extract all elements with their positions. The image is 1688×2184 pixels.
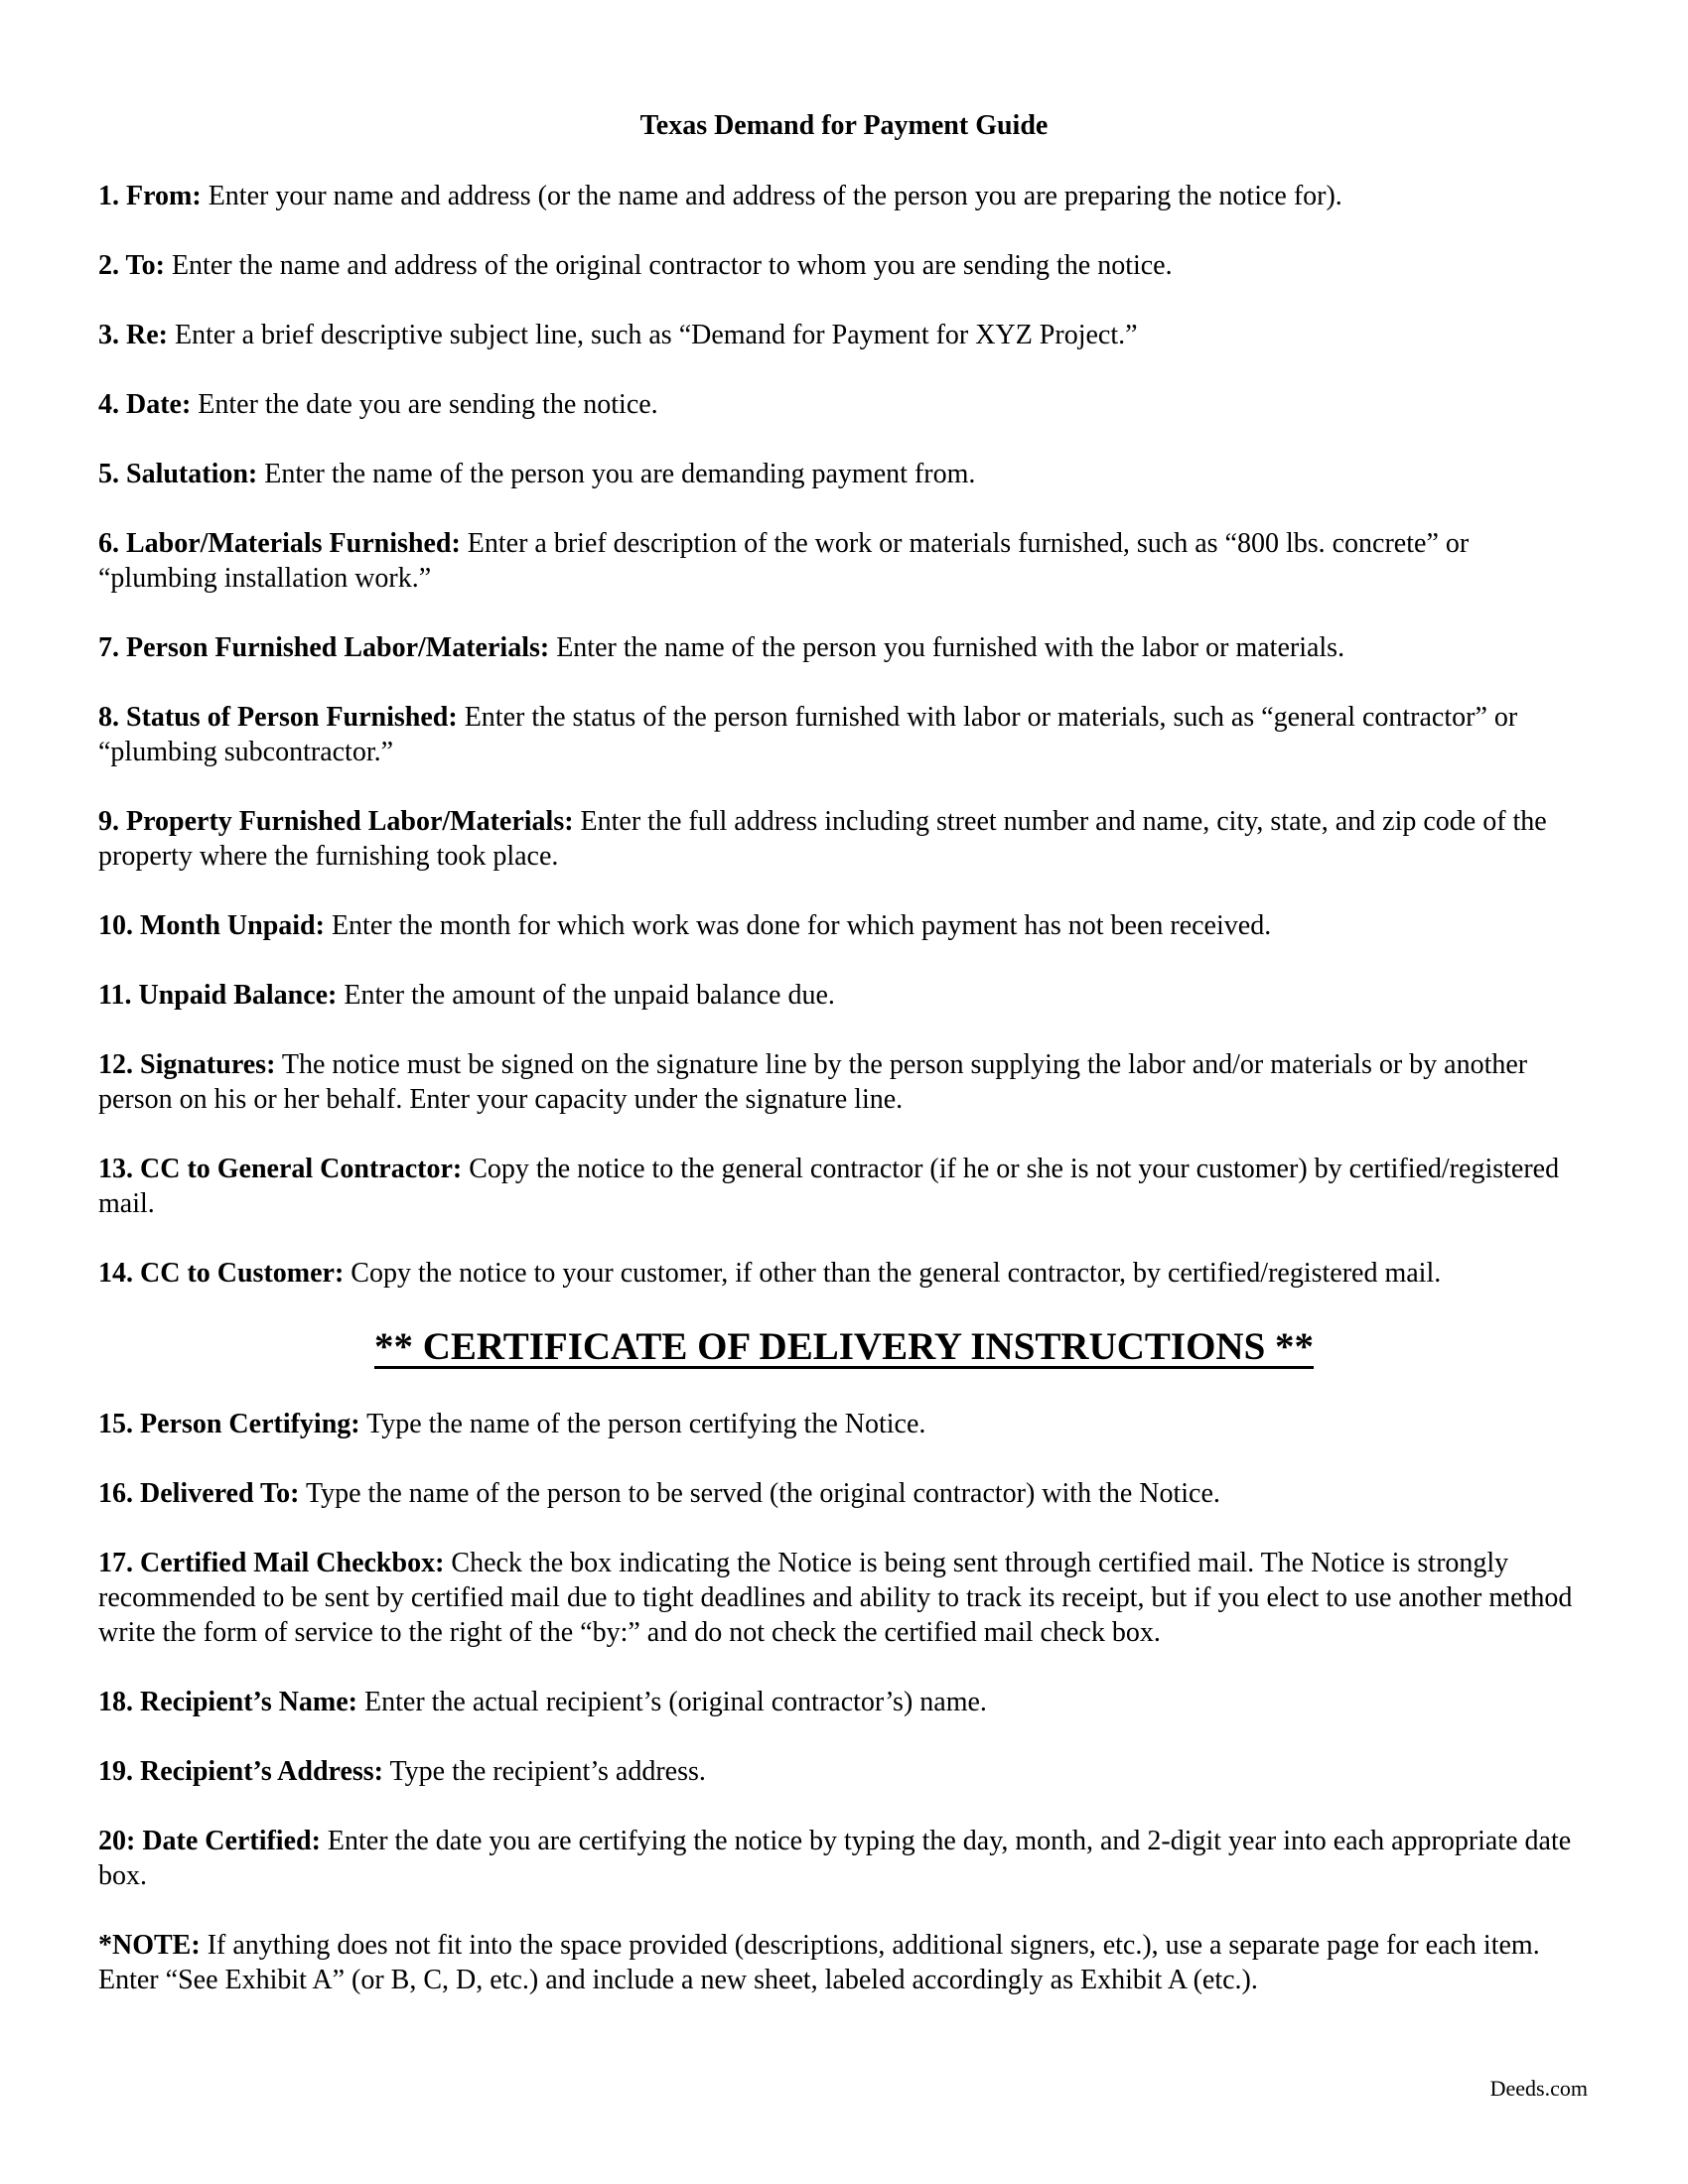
certificate-instructions-list [98, 1407, 1588, 2032]
instruction-item-date [98, 387, 1588, 422]
instruction-item-unpaid-balance [98, 978, 1588, 1013]
instruction-text: Enter your name and address (or the name and address of the person you are preparing the notice for). [201, 181, 1342, 211]
instruction-item-month-unpaid [98, 908, 1588, 943]
instruction-item-delivered-to [98, 1476, 1588, 1511]
document-title: Texas Demand for Payment Guide [639, 110, 1049, 141]
instruction-item-status [98, 700, 1588, 769]
instruction-text: Enter the status of the person furnished with labor or materials, such as “general contractor” or “plumbing subcontractor.” [98, 702, 1518, 767]
instruction-text: Type the name of the person certifying the Notice. [359, 1409, 926, 1439]
instruction-text: Enter the name of the person you furnished with the labor or materials. [549, 632, 1345, 663]
instruction-item-salutation [98, 457, 1588, 491]
instruction-text: Copy the notice to the general contractor (if he or she is not your customer) by certified/registered mail. [98, 1154, 1560, 1219]
instruction-item-property [98, 804, 1588, 874]
instruction-label: 2. To: [98, 250, 165, 281]
instruction-item-cc-general-contractor [98, 1152, 1588, 1221]
instruction-item-date-certified [98, 1824, 1588, 1893]
instruction-text: Enter the month for which work was done for which payment has not been received. [324, 910, 1272, 941]
instruction-item-note [98, 1928, 1588, 1997]
instruction-label: 10. Month Unpaid: [98, 910, 325, 941]
instruction-item-to [98, 248, 1588, 283]
instruction-label: 17. Certified Mail Checkbox: [98, 1548, 445, 1578]
instruction-text: The notice must be signed on the signature line by the person supplying the labor and/or materials or by another person on his or her behalf. Enter your capacity under the signature line. [98, 1049, 1528, 1115]
instruction-text: Enter the actual recipient’s (original contractor’s) name. [357, 1687, 987, 1717]
instruction-label: 1. From: [98, 181, 202, 211]
instruction-text: Enter the date you are sending the notice. [191, 389, 658, 420]
instruction-label: 18. Recipient’s Name: [98, 1687, 358, 1717]
instruction-text: Copy the notice to your customer, if other than the general contractor, by certified/registered mail. [344, 1258, 1442, 1289]
instruction-label: 9. Property Furnished Labor/Materials: [98, 806, 574, 837]
instruction-label: 3. Re: [98, 320, 168, 350]
instruction-text: Enter the amount of the unpaid balance due. [337, 980, 835, 1011]
instruction-text: Enter the date you are certifying the notice by typing the day, month, and 2-digit year into each appropriate date box. [98, 1826, 1572, 1891]
instruction-label: 20: Date Certified: [98, 1826, 321, 1856]
instruction-item-from [98, 179, 1588, 213]
instruction-item-cc-customer [98, 1256, 1588, 1291]
instruction-item-recipient-address [98, 1754, 1588, 1789]
instruction-text: Enter the name of the person you are demanding payment from. [257, 459, 976, 489]
instruction-label: *NOTE: [98, 1930, 201, 1961]
instruction-text: Enter the full address including street number and name, city, state, and zip code of the property where the furnishing took place. [98, 806, 1547, 872]
instruction-label: 14. CC to Customer: [98, 1258, 345, 1289]
instruction-label: 12. Signatures: [98, 1049, 276, 1080]
instruction-text: Enter a brief descriptive subject line, such as “Demand for Payment for XYZ Project.” [167, 320, 1138, 350]
instruction-text: Type the recipient’s address. [383, 1756, 706, 1787]
instruction-text: If anything does not fit into the space provided (descriptions, additional signers, etc.), use a separate page for each item. Enter “See Exhibit A” (or B, C, D, etc.) and include a new sheet, labeled accordingly as Exhibit A (etc.). [98, 1930, 1540, 1995]
instruction-label: 15. Person Certifying: [98, 1409, 360, 1439]
instruction-item-labor-materials [98, 526, 1588, 596]
guide-instructions-list [98, 179, 1588, 1325]
instruction-label: 7. Person Furnished Labor/Materials: [98, 632, 550, 663]
instruction-item-signatures [98, 1047, 1588, 1117]
instruction-label: 4. Date: [98, 389, 192, 420]
instruction-label: 16. Delivered To: [98, 1478, 300, 1509]
footer-brand: Deeds.com [1489, 2076, 1588, 2101]
instruction-item-recipient-name [98, 1685, 1588, 1719]
instruction-text: Type the name of the person to be served (the original contractor) with the Notice. [299, 1478, 1220, 1509]
certificate-section-heading [0, 1324, 1688, 1370]
instruction-label: 6. Labor/Materials Furnished: [98, 528, 461, 559]
instruction-label: 8. Status of Person Furnished: [98, 702, 458, 733]
instruction-label: 19. Recipient’s Address: [98, 1756, 383, 1787]
instruction-item-person-furnished [98, 630, 1588, 665]
instruction-label: 5. Salutation: [98, 459, 258, 489]
instruction-item-re [98, 318, 1588, 352]
instruction-label: 13. CC to General Contractor: [98, 1154, 463, 1184]
instruction-label: 11. Unpaid Balance: [98, 980, 338, 1011]
instruction-item-certified-mail [98, 1546, 1588, 1650]
instruction-text: Check the box indicating the Notice is being sent through certified mail. The Notice is strongly recommended to be sent by certified mail due to tight deadlines and ability to track its receipt, but if you elect to use another method write the form of service to the right of the “by:” and do not check the certified mail check box. [98, 1548, 1573, 1648]
section-heading-text: ** CERTIFICATE OF DELIVERY INSTRUCTIONS ** [373, 1325, 1315, 1368]
instruction-item-person-certifying [98, 1407, 1588, 1441]
instruction-text: Enter the name and address of the original contractor to whom you are sending the notice. [164, 250, 1173, 281]
instruction-text: Enter a brief description of the work or materials furnished, such as “800 lbs. concrete” or “plumbing installation work.” [98, 528, 1470, 594]
